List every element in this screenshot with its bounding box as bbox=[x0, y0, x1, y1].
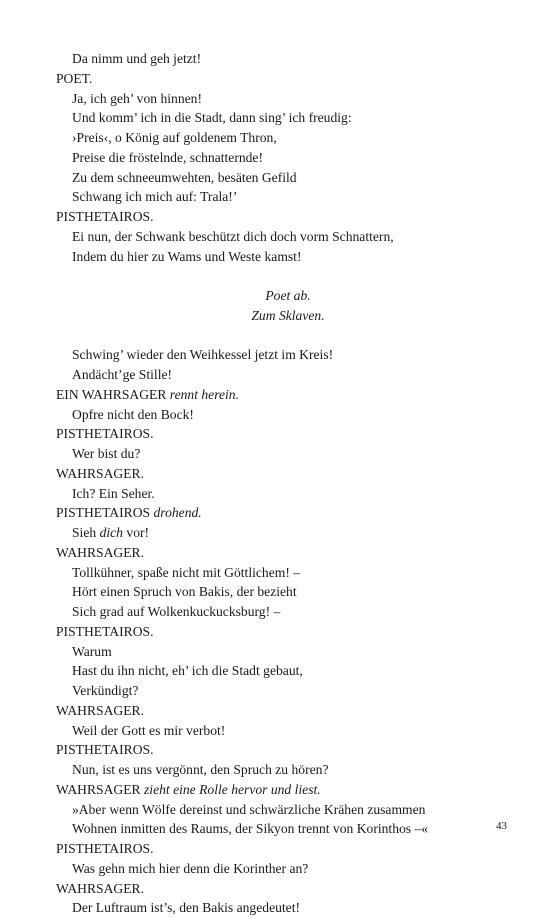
line-text: WAHRSAGER. bbox=[56, 544, 144, 560]
verse-line bbox=[56, 89, 496, 109]
verse-line bbox=[56, 563, 496, 583]
stage-direction bbox=[56, 286, 496, 306]
verse-line bbox=[56, 681, 496, 701]
line-text: WAHRSAGER. bbox=[56, 702, 144, 718]
line-text: Schwing’ wieder den Weihkessel jetzt im Kreis! bbox=[72, 347, 334, 363]
line-text: Verkündigt? bbox=[72, 683, 139, 698]
blank-line bbox=[56, 266, 496, 286]
speaker-line bbox=[56, 780, 496, 800]
verse-line bbox=[56, 582, 496, 602]
line-text: Nun, ist es uns vergönnt, den Spruch zu hören? bbox=[72, 762, 329, 777]
verse-line bbox=[56, 405, 496, 425]
page-number: 43 bbox=[496, 820, 507, 832]
play-text bbox=[56, 49, 496, 918]
line-text: ›Preis‹, o König auf goldenem Thron, bbox=[72, 130, 277, 145]
italic-text: drohend. bbox=[153, 505, 202, 521]
italic-text: dich bbox=[99, 525, 123, 540]
line-text: POET. bbox=[56, 70, 93, 86]
line-text: Warum bbox=[72, 643, 112, 659]
line-text: Zu dem schneeumwehten, besäten Gefild bbox=[72, 169, 297, 185]
speaker-line bbox=[56, 543, 496, 563]
line-text: Preise die fröstelnde, schnatternde! bbox=[72, 149, 263, 165]
italic-text: rennt herein. bbox=[169, 386, 240, 402]
speaker-line bbox=[56, 503, 496, 523]
line-text: Sieh bbox=[72, 525, 97, 540]
line-text: Tollkühner, spaße nicht mit Göttlichem! – bbox=[72, 564, 301, 580]
speaker-line bbox=[56, 207, 496, 227]
line-text: Weil der Gott es mir verbot! bbox=[72, 722, 226, 738]
verse-line bbox=[56, 642, 496, 662]
line-text: Schwang ich mich auf: Trala!’ bbox=[72, 189, 238, 205]
speaker-line bbox=[56, 879, 496, 899]
verse-line bbox=[56, 168, 496, 188]
line-text: WAHRSAGER. bbox=[56, 465, 144, 481]
line-text: PISTHETAIROS. bbox=[56, 841, 154, 856]
stage-direction bbox=[56, 306, 496, 326]
line-text: PISTHETAIROS. bbox=[56, 426, 154, 442]
line-text: Und komm’ ich in die Stadt, dann sing’ ich freudig: bbox=[72, 110, 352, 126]
line-text: Indem du hier zu Wams und Weste kamst! bbox=[72, 248, 302, 264]
line-text: Andächt’ge Stille! bbox=[72, 367, 173, 382]
line-text: WAHRSAGER. bbox=[56, 880, 144, 896]
verse-line bbox=[56, 800, 496, 820]
line-text: Sich grad auf Wolkenkuckucksburg! – bbox=[72, 604, 281, 619]
verse-line bbox=[56, 227, 496, 247]
line-text: Ich? Ein Seher. bbox=[72, 485, 155, 501]
speaker-line bbox=[56, 839, 496, 859]
verse-line bbox=[56, 859, 496, 879]
line-text: Wer bist du? bbox=[72, 446, 141, 461]
verse-line bbox=[56, 108, 496, 128]
speaker-line bbox=[56, 69, 496, 89]
line-text: Ja, ich geh’ von hinnen! bbox=[72, 90, 202, 106]
line-text: Opfre nicht den Bock! bbox=[72, 406, 194, 422]
verse-line bbox=[56, 49, 496, 69]
verse-line bbox=[56, 760, 496, 780]
verse-line bbox=[56, 661, 496, 681]
line-text: Wohnen inmitten des Raums, der Sikyon trennt von Korinthos –« bbox=[72, 821, 429, 837]
speaker-line bbox=[56, 464, 496, 484]
line-text: Ei nun, der Schwank beschützt dich doch vorm Schnattern, bbox=[72, 228, 394, 244]
line-text: PISTHETAIROS. bbox=[56, 623, 154, 639]
italic-text: zieht eine Rolle hervor und liest. bbox=[144, 781, 321, 797]
verse-line bbox=[56, 247, 496, 267]
line-text: WAHRSAGER bbox=[56, 781, 141, 797]
line-text: Der Luftraum ist’s, den Bakis angedeutet! bbox=[72, 900, 301, 916]
line-text: PISTHETAIROS bbox=[56, 505, 151, 521]
speaker-line bbox=[56, 622, 496, 642]
line-text: PISTHETAIROS. bbox=[56, 742, 154, 758]
verse-line bbox=[56, 365, 496, 385]
verse-line bbox=[56, 128, 496, 148]
line-text: Poet ab. bbox=[265, 288, 311, 303]
verse-line bbox=[56, 523, 496, 543]
line-text: Da nimm und geh jetzt! bbox=[72, 51, 202, 66]
speaker-line bbox=[56, 701, 496, 721]
verse-line bbox=[56, 484, 496, 504]
blank-line bbox=[56, 326, 496, 346]
verse-line bbox=[56, 444, 496, 464]
speaker-line bbox=[56, 385, 496, 405]
line-text: Zum Sklaven. bbox=[251, 307, 325, 323]
line-text: Hört einen Spruch von Bakis, der bezieht bbox=[72, 584, 297, 600]
verse-line bbox=[56, 187, 496, 207]
line-text: PISTHETAIROS. bbox=[56, 209, 154, 224]
speaker-line bbox=[56, 424, 496, 444]
verse-line bbox=[56, 602, 496, 622]
speaker-line bbox=[56, 740, 496, 760]
line-text: Was gehn mich hier denn die Korinther an? bbox=[72, 860, 309, 876]
verse-line bbox=[56, 819, 496, 839]
verse-line bbox=[56, 148, 496, 168]
line-text: »Aber wenn Wölfe dereinst und schwärzliche Krähen zusammen bbox=[72, 801, 426, 817]
verse-line bbox=[56, 345, 496, 365]
verse-line bbox=[56, 721, 496, 741]
line-text: EIN WAHRSAGER bbox=[56, 386, 167, 402]
line-text: Hast du ihn nicht, eh’ ich die Stadt gebaut, bbox=[72, 663, 303, 679]
verse-line bbox=[56, 898, 496, 918]
line-text-after: vor! bbox=[126, 525, 150, 540]
